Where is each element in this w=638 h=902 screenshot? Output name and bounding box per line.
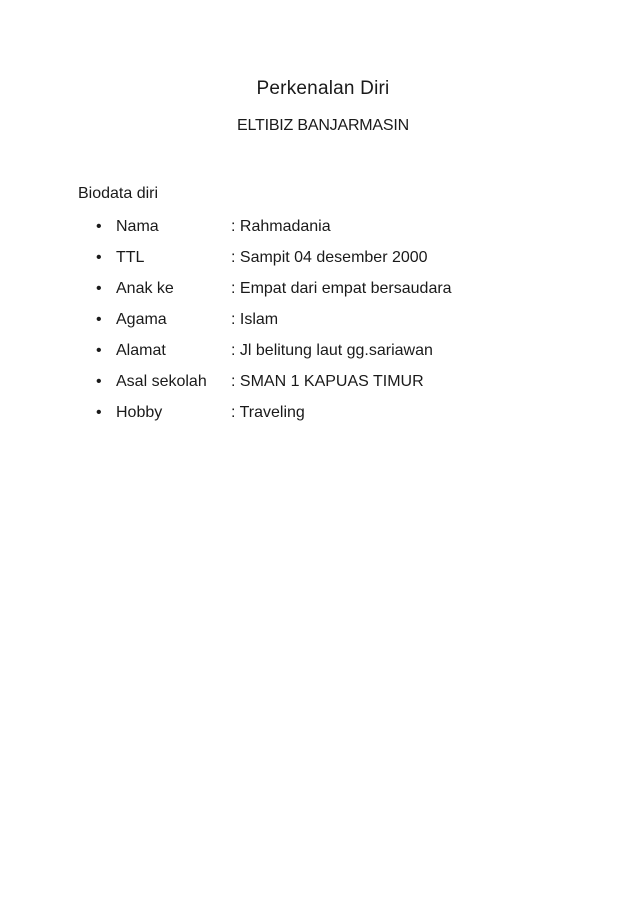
page-title: Perkenalan Diri [256, 78, 390, 99]
field-value: : Sampit 04 desember 2000 [231, 249, 428, 266]
field-label: Hobby [116, 404, 163, 421]
field-label: Asal sekolah [116, 373, 207, 390]
bullet-icon: • [96, 311, 102, 328]
bullet-icon: • [96, 373, 102, 390]
bullet-icon: • [96, 218, 102, 235]
field-value: : Islam [231, 311, 279, 328]
bullet-icon: • [96, 342, 102, 359]
bullet-icon: • [96, 249, 102, 266]
page-subtitle: ELTIBIZ BANJARMASIN [237, 117, 409, 134]
field-value: : Jl belitung laut gg.sariawan [231, 342, 433, 359]
field-label: Agama [116, 311, 167, 328]
field-label: TTL [116, 249, 145, 266]
bullet-icon: • [96, 404, 102, 421]
field-value: : SMAN 1 KAPUAS TIMUR [231, 373, 424, 390]
field-label: Anak ke [116, 280, 174, 297]
field-label: Alamat [116, 342, 166, 359]
field-value: : Rahmadania [231, 218, 331, 235]
field-value: : Traveling [231, 404, 305, 421]
bullet-icon: • [96, 280, 102, 297]
field-value: : Empat dari empat bersaudara [231, 280, 452, 297]
field-label: Nama [116, 218, 159, 235]
section-heading: Biodata diri [78, 185, 159, 202]
